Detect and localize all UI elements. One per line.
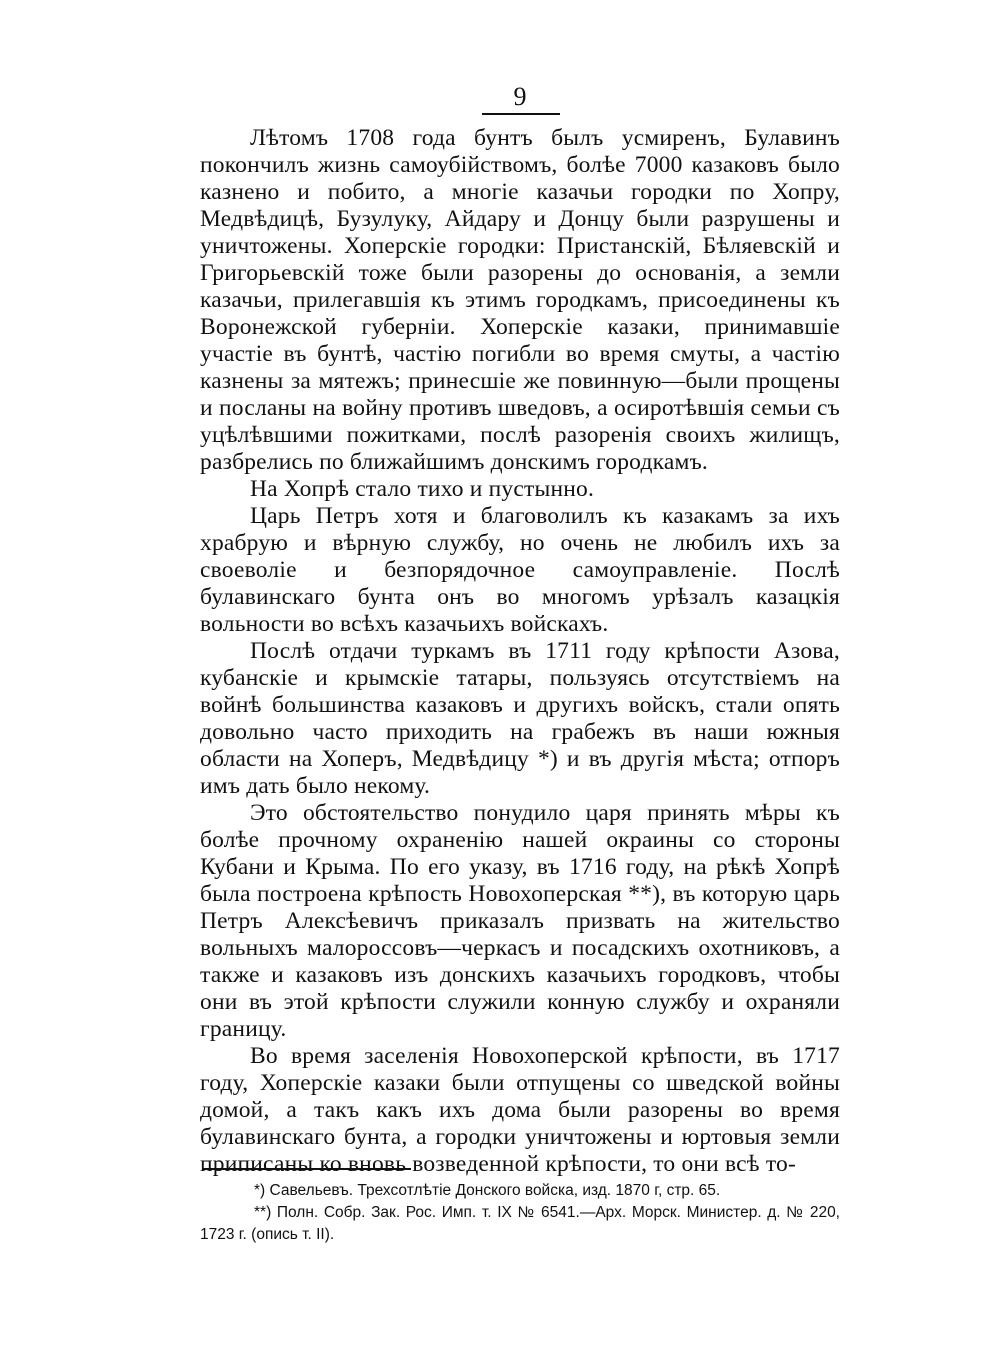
- body-text: [200, 125, 840, 1178]
- footnote: **) Полн. Собр. Зак. Рос. Имп. т. IX № 6541.—Арх. Морск. Министер. д. № 220, 1723 г. (опись т. II).: [200, 1204, 840, 1243]
- footnote-divider: [203, 1168, 411, 1170]
- paragraph: Во время заселенія Новохоперской крѣпости, въ 1717 году, Хоперскіе казаки были отпущены со шведской войны домой, а такъ какъ ихъ дома были разорены во время булавинскаго бунта, а городки уничтожены и юртовыя земли приписаны ко вновь возведенной крѣпости, то они всѣ то-: [200, 1043, 840, 1177]
- page-number-rule: [482, 113, 560, 115]
- paragraph: На Хопрѣ стало тихо и пустынно.: [250, 476, 595, 502]
- paragraph: Послѣ отдачи туркамъ въ 1711 году крѣпости Азова, кубанскіе и крымскіе татары, пользуясь отсутствіемъ на войнѣ большинства казаковъ и другихъ войскъ, стали опять довольно часто приходить на грабежъ въ наши южныя области на Хоперъ, Медвѣдицу *) и въ другія мѣста; отпоръ имъ дать было некому.: [200, 638, 840, 799]
- footnotes: [200, 1180, 840, 1246]
- footnote: *) Савельевъ. Трехсотлѣтіе Донского войска, изд. 1870 г, стр. 65.: [254, 1182, 721, 1199]
- page-number: 9: [513, 82, 527, 111]
- paragraph: Лѣтомъ 1708 года бунтъ былъ усмиренъ, Булавинъ покончилъ жизнь самоубійствомъ, болѣе 7000 казаковъ было казнено и побито, а многіе казачьи городки по Хопру, Медвѣдицѣ, Бузулуку, Айдару и Донцу были разрушены и уничтожены. Хоперскіе городки: Пристанскій, Бѣляевскій и Григорьевскій тоже были разорены до основанія, а земли казачьи, прилегавшія къ этимъ городкамъ, присоединены къ Воронежской губерніи. Хоперскіе казаки, принимавшіе участіе въ бунтѣ, частію погибли во время смуты, а частію казнены за мятежъ; принесшіе же повинную—были прощены и посланы на войну противъ шведовъ, а осиротѣвшія семьи съ уцѣлѣвшими пожитками, послѣ разоренія своихъ жилищъ, разбрелись по ближайшимъ донскимъ городкамъ.: [200, 125, 840, 475]
- paragraph: Царь Петръ хотя и благоволилъ къ казакамъ за ихъ храбрую и вѣрную службу, но очень не любилъ ихъ за своеволіе и безпорядочное самоуправленіе. Послѣ булавинскаго бунта онъ во многомъ урѣзалъ казацкія вольности во всѣхъ казачьихъ войскахъ.: [200, 503, 840, 637]
- paragraph: Это обстоятельство понудило царя принять мѣры къ болѣе прочному охраненію нашей окраины со стороны Кубани и Крыма. По его указу, въ 1716 году, на рѣкѣ Хопрѣ была построена крѣпость Новохоперская **), въ которую царь Петръ Алексѣевичъ приказалъ призвать на жительство вольныхъ малороссовъ—черкасъ и посадскихъ охотниковъ, а также и казаковъ изъ донскихъ казачьихъ городковъ, чтобы они въ этой крѣпости служили конную службу и охраняли границу.: [200, 800, 840, 1042]
